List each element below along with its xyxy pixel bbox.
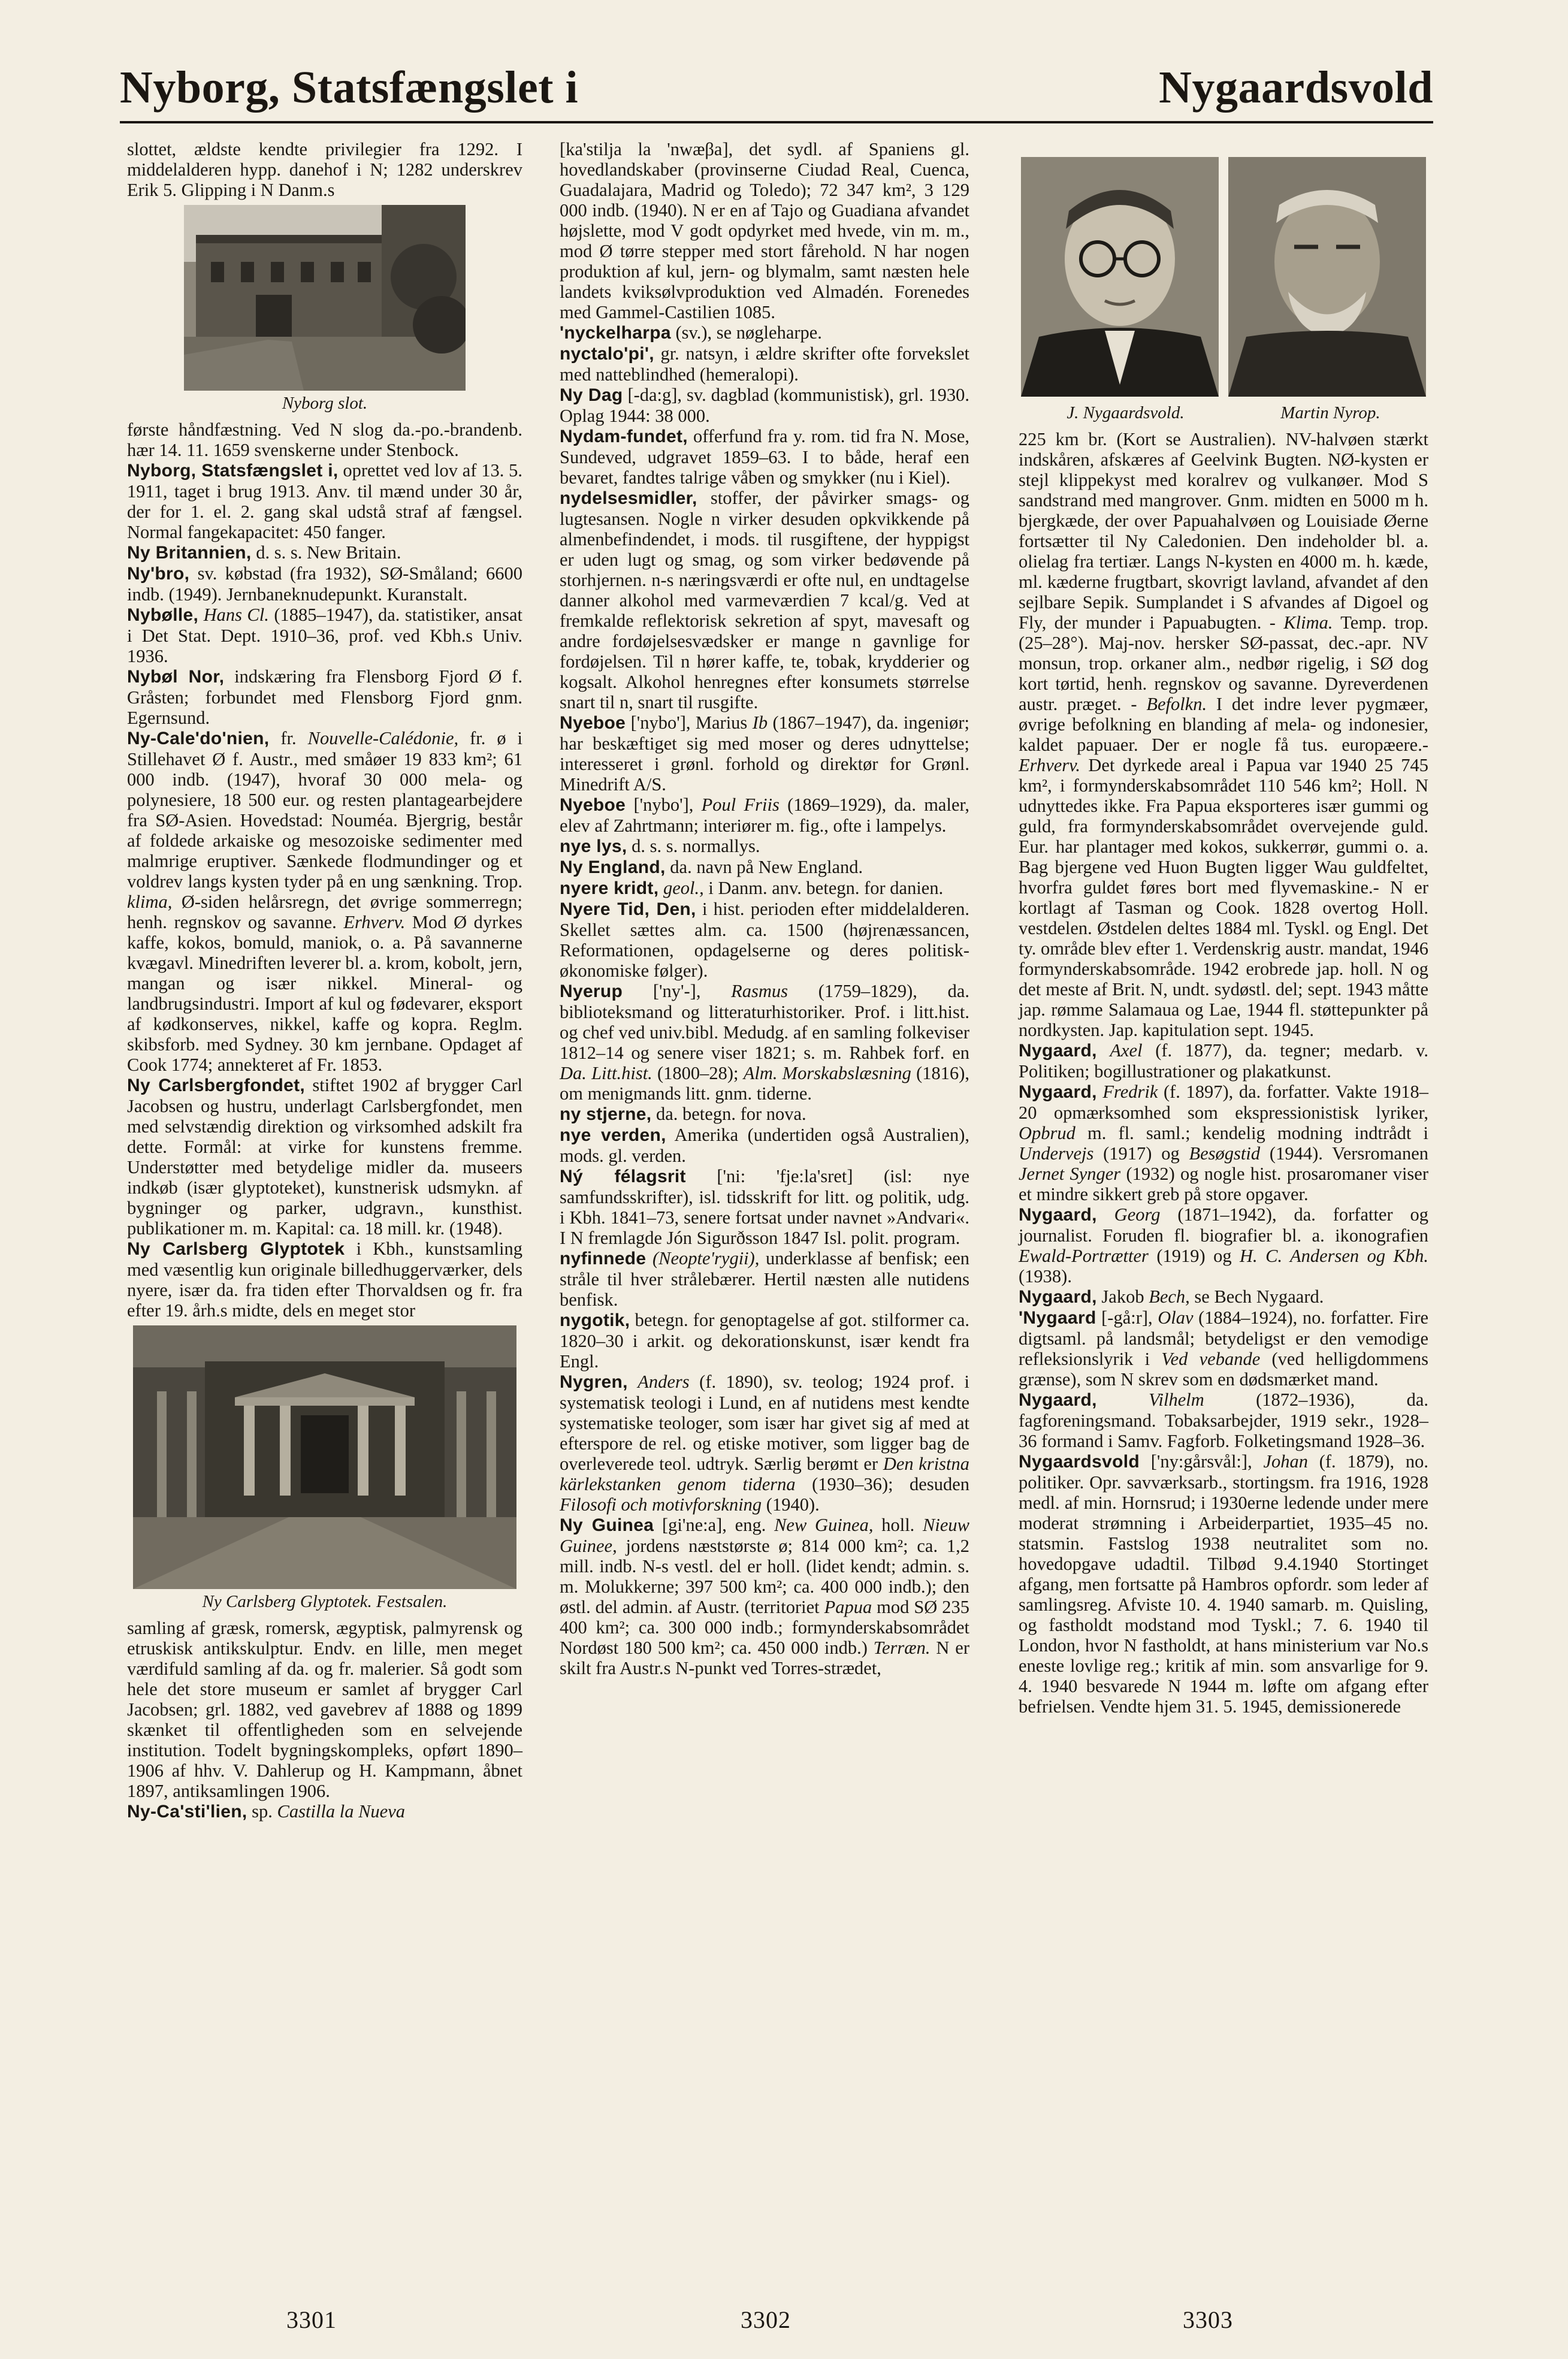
dictionary-entry: Nyeboe ['nybo'], Poul Friis (1869–1929), da. maler, elev af Zahrtmann; interiører m. fig., ofte i lampelys. xyxy=(560,795,970,836)
figure-portraits xyxy=(1019,157,1428,423)
column-2 xyxy=(560,139,969,1678)
headword: nyere kridt, xyxy=(560,878,659,898)
dictionary-entry: Ny-Ca'sti'lien, sp. Castilla la Nueva xyxy=(127,1801,405,1822)
dictionary-entry: Ny Carlsbergfondet, stiftet 1902 af brygger Carl Jacobsen og hustru, underlagt Carlsbergfondet, men med selvstændig direktion og virksomhed adskilt fra dette. Formål: at virke for kunstens fremme. Understøtter med betydelige midler da. museers indkøb (især glyptoteket), kunstnerisk udsmykn. af bygninger og parker, udgravn., kunsthist. publikationer m. m. Kapital: ca. 18 mill. kr. (1948). xyxy=(127,1075,522,1239)
headword: Nyeboe xyxy=(560,713,626,733)
figure-caption: Martin Nyrop. xyxy=(1280,403,1380,422)
dictionary-entry: Nydam-fundet, offerfund fra y. rom. tid fra N. Mose, Sundeved, udgravet 1859–63. I to både, heraf een bevaret, fandtes talrige våben og smykker (nu i Kiel). xyxy=(560,426,969,488)
dictionary-entry: Ný félagsrit ['ni: 'fje:la'sret] (isl: nye samfundsskrifter), isl. tidsskrift for litt. og politik, udg. i Kbh. 1841–73, senere fortsat under navnet »Andvari«. I N fremlagde Jón Sigurðsson 1847 Isl. polit. program. xyxy=(560,1166,969,1248)
headword: nye verden, xyxy=(560,1125,666,1145)
headword: nygotik, xyxy=(560,1310,630,1330)
headword: Ny'bro, xyxy=(127,564,190,584)
headword: Nyere Tid, Den, xyxy=(560,899,696,919)
headword: Nyerup xyxy=(560,981,623,1001)
dictionary-entry: Ny Guinea [gi'ne:a], eng. New Guinea, holl. Nieuw Guinee, jordens næststørste ø; 814 000 km²; ca. 1,2 mill. indb. N-s vestl. del er holl. (lidet kendt; admin. s. m. Molukkerne; 397 500 km²; ca. 400 000 indb.); den østl. del admin. af Austr. (territoriet Papua mod SØ 235 400 km²; ca. 300 000 indb.; formynderskabsområdet Nordøst 180 500 km²; ca. 450 000 indb.) Terræn. N er skilt fra Austr.s N-punkt ved Torres-strædet, xyxy=(560,1515,970,1678)
paragraph: slottet, ældste kendte privilegier fra 1292. I middelalderen hypp. danehof i N; 1282 underskrev Erik 5. Glipping i N Danm.s xyxy=(127,139,522,200)
paragraph: samling af græsk, romersk, ægyptisk, palmyrensk og etruskisk antikskulptur. Endv. en lille, men meget værdifuld samling af da. og fr. malerier. Så godt som hele det store museum er samlet af brygger Carl Jacobsen; grl. 1882, ved gavebrev af 1888 og 1899 skænket til offentligheden som en selvejende institution. Todelt bygningskompleks, opført 1890–1906 af hhv. V. Dahlerup og H. Kampmann, åbnet 1897, antiksamlingen 1906. xyxy=(127,1618,522,1801)
dictionary-entry: Nygaard, Axel (f. 1877), da. tegner; medarb. v. Politiken; bogillustrationer og plakatkunst. xyxy=(1019,1040,1428,1082)
headword: nydelsesmidler, xyxy=(560,488,697,508)
headword: Nygaard, xyxy=(1019,1205,1097,1225)
portrait-illustration xyxy=(1021,157,1219,397)
dictionary-entry: nygotik, betegn. for genoptagelse af got. stilformer ca. 1820–30 i arkit. og dekorationskunst, især kendt fra Engl. xyxy=(560,1310,970,1372)
paragraph: [ka'stilja la 'nwæβa], det sydl. af Spaniens gl. hovedlandskaber (provinserne Ciudad Real, Cuenca, Guadalajara, Madrid og Toledo); 72 347 km², 3 129 000 indb. (1940). N er en af Tajo og Guadiana afvandet højslette, mod V godt opdyrket med hvede, vin m. m., mod Ø tørre stepper med stort fårehold. N har nogen produktion af kul, jern- og blymalm, samt næsten hele landets kviksølvproduktion ved Almadén. Forenedes med Gammel-Castilien 1085. xyxy=(560,139,969,322)
dictionary-entry: nyere kridt, geol., i Danm. anv. betegn. for danien. xyxy=(560,878,944,898)
nyborg-castle-photo xyxy=(184,205,466,391)
dictionary-entry: Nygaard, Jakob Bech, se Bech Nygaard. xyxy=(1019,1286,1324,1307)
figure-caption: Ny Carlsberg Glyptotek. Festsalen. xyxy=(202,1592,448,1611)
figure-caption: Nyborg slot. xyxy=(282,394,368,413)
castle-illustration xyxy=(184,205,466,391)
figure-glyptotek xyxy=(127,1325,522,1612)
dictionary-entry: Nyere Tid, Den, i hist. perioden efter middelalderen. Skellet sættes alm. ca. 1500 (højrenæssancen, Reformationen, opdagelserne og deres politisk-økonomiske følger). xyxy=(560,899,969,981)
page-number-left: 3301 xyxy=(286,2306,337,2333)
headword: Ny Carlsberg Glyptotek xyxy=(127,1239,345,1259)
headword: Ny-Cale'do'nien, xyxy=(127,729,270,748)
figure-nyborg-slot xyxy=(127,205,522,413)
headword: ny stjerne, xyxy=(560,1104,652,1124)
dictionary-entry: 'nyckelharpa (sv.), se nøgleharpe. xyxy=(560,322,822,343)
dictionary-entry: Nygren, Anders (f. 1890), sv. teolog; 1924 prof. i systematisk teologi i Lund, en af nutidens mest kendte systematiske teologer, som især har givet sig af med at efterspore de rel. og etiske motiver, som ligger bag de overleverede teol. udtryk. Særlig berømt er Den kristna kärlekstanken genom tiderna (1930–36); desuden Filosofi och motivforskning (1940). xyxy=(560,1372,970,1515)
headword: Nygaardsvold xyxy=(1019,1452,1140,1472)
headword: Nybøl Nor, xyxy=(127,667,225,687)
dictionary-entry: nye lys, d. s. s. normallys. xyxy=(560,836,760,856)
dictionary-entry: nydelsesmidler, stoffer, der påvirker smags- og lugtesansen. Nogle n virker desuden opkvikkende på almenbefindendet, i mods. til rusgiftene, der hyppigst er uden lugt og smag, og som virker bedøvende på storhjernen. n-s næringsværdi er ofte nul, en undtagelse danner alkohol med varmeværdien 7 kcal/g. Ved at fremkalde reflektorisk sekretion af spyt, mavesaft og andre fordøjelsesvædsker er mange n gavnlige for fordøjelsen. Til n hører kaffe, te, tobak, krydderier og kogsalt. Alkohol henregnes efter konsumets størrelse snart til n, snart til rusgifte. xyxy=(560,488,970,712)
dictionary-entry: Ny England, da. navn på New England. xyxy=(560,857,863,877)
running-header xyxy=(120,55,1433,123)
hall-illustration xyxy=(133,1325,516,1589)
headword: nyfinnede xyxy=(560,1249,646,1268)
dictionary-entry: Nyerup ['ny'-], Rasmus (1759–1829), da. biblioteksmand og litteraturhistoriker. Prof. i litt.hist. og chef ved univ.bibl. Medudg. af en samling folkeviser 1812–14 og senere viser 1821; s. m. Rahbek forf. en Da. Litt.hist. (1800–28); Alm. Morskabslæsning (1816), om menigmands litt. gnm. tiderne. xyxy=(560,981,970,1104)
headword: Ny Carlsbergfondet, xyxy=(127,1076,306,1095)
dictionary-entry: Ny Dag [-da:g], sv. dagblad (kommunistisk), grl. 1930. Oplag 1944: 38 000. xyxy=(560,385,969,426)
dictionary-entry: Nygaard, Vilhelm (1872–1936), da. fagforeningsmand. Tobaksarbejder, 1919 sekr., 1928–36 formand i Samv. Fagforb. Folketingsmand 1928–36. xyxy=(1019,1390,1429,1451)
dictionary-entry: Nyborg, Statsfængslet i, oprettet ved lov af 13. 5. 1911, taget i brug 1913. Anv. til mænd under 30 år, der for 1. el. 2. gang skal udstå straf af fængsel. Normal fangekapacitet: 450 fanger. xyxy=(127,460,523,542)
headword: Nydam-fundet, xyxy=(560,427,688,446)
paragraph: første håndfæstning. Ved N slog da.-po.-brandenb. hær 14. 11. 1659 svenskerne under Stenbock. xyxy=(127,419,522,460)
portrait-row xyxy=(1019,157,1428,397)
headword: Ny Britannien, xyxy=(127,543,252,563)
dictionary-entry: Ny Britannien, d. s. s. New Britain. xyxy=(127,542,401,563)
headword: nyctalo'pi', xyxy=(560,344,654,364)
headword: nye lys, xyxy=(560,836,627,856)
header-left-title: Nyborg, Statsfængslet i xyxy=(120,62,579,113)
dictionary-entry: ny stjerne, da. betegn. for nova. xyxy=(560,1104,806,1124)
column-1 xyxy=(127,139,522,1822)
portrait-nygaardsvold-photo xyxy=(1021,157,1219,397)
dictionary-entry: Nygaard, Georg (1871–1942), da. forfatter og journalist. Foruden fl. biografier bl. a. ikonografien Ewald-Portrætter (1919) og H. C. Andersen og Kbh. (1938). xyxy=(1019,1204,1429,1286)
dictionary-entry: Nygaardsvold ['ny:gårsvål:], Johan (f. 1879), no. politiker. Opr. savværksarb., stortingsm. fra 1916, 1928 medl. af min. Hornsrud; i 1930erne ledende under mere moderat strømning i Arbeiderpartiet, 1935–45 no. statsmin. Fastslog 1938 neutralitet som no. hovedopgave udadtil. Tilbød 9.4.1940 Stortinget afgang, men fortsatte på Hambros opfordr. som leder af samlingsreg. Afviste 10. 4. 1940 samarb. m. Quisling, og fastholdt modstand mod Tyskl.; 7. 6. 1940 til London, hvor N fastholdt, at hans ministerium var No.s eneste lovlige reg.; kritik af min. som ansvarlige for 9. 4. 1940 besvarede N 1944 m. løfte om afgang efter befrielsen. Vendte hjem 31. 5. 1945, demissionerede xyxy=(1019,1451,1429,1717)
portrait-captions xyxy=(1019,400,1428,423)
paragraph: 225 km br. (Kort se Australien). NV-halvøen stærkt indskåren, afskæres af Geelvink Bugten. NØ-kysten er stejl klippekyst med koralrev og vulkanøer. Mod S sandstrand med mangrover. Gnm. midten en 5000 m h. bjergkæde, der over Papuahalvøen og Louisiade Øerne fortsætter til Ny Caledonien. Den indeholder bl. a. olielag fra tertiær. Langs N-kysten en 4000 m. h. kæde, ml. kæderne frugtbart, skovrigt lavland, afvandet af den sejlbare Sepik. Sumplandet i S afvandes af Digoel og Fly, der munder i Papuabugten. - Klima. Temp. trop. (25–28°). Maj-nov. hersker SØ-passat, dec.-apr. NV monsun, trop. orkaner alm., nedbør rigelig, i SØ dog kort tørtid, henh. regnskov og savanne. Dyreverdenen austr. præget. - Befolkn. I det indre lever pygmæer, øvrige befolkning en blanding af mela- og indonesier, kaldet papuaer. Der er nogle få tus. europæere.- Erhverv. Det dyrkede areal i Papua var 1940 25 745 km², i formynderskabsområdet 110 546 km²; Holl. N udnyttedes ikke. Fra Papua eksporteres især gummi og guld, fra formynderskabsområdet overvejende guld. Eur. har plantager med kokos, sukkerrør, gummi o. a. Bag bjergene ved Huon Bugten ligger Wau guldfeltet, hvorfra guldet føres bort med flyvemaskine.- N er kortlagt af Tasman og Cook. 1828 overtog Holl. vestdelen. Østdelen deltes 1884 ml. Tyskl. og Engl. Det ty. område blev efter 1. Verdenskrig austr. mandat, 1946 formynderskabsområde. 1942 erobrede jap. holl. N og det meste af Brit. N, undt. sydøstl. del; sept. 1943 måtte jap. rømme Salamaua og Lae, 1944 fl. støttepunkter på nordkysten. Jap. kapitulation sept. 1945. xyxy=(1019,429,1429,1040)
dictionary-entry: 'Nygaard [-gå:r], Olav (1884–1924), no. forfatter. Fire digtsaml. på landsmål; betydeligst er den vemodige refleksionslyrik i Ved vebande (ved helligdommens grænse), som N skrev som en dødsmærket mand. xyxy=(1019,1307,1429,1390)
glyptotek-hall-photo xyxy=(133,1325,516,1589)
headword: 'nyckelharpa xyxy=(560,323,671,343)
column-3 xyxy=(1019,139,1428,1717)
dictionary-entry: Ny Carlsberg Glyptotek i Kbh., kunstsamling med væsentlig kun originale billedhuggerværker, dels nyere, især da. fra tiden efter Thorvaldsen og fr. fra efter 19. årh.s midte, dels en meget stor xyxy=(127,1239,523,1321)
headword: Nygaard, xyxy=(1019,1041,1097,1061)
dictionary-entry: nye verden, Amerika (undertiden også Australien), mods. gl. verden. xyxy=(560,1125,969,1166)
dictionary-entry: Ny'bro, sv. købstad (fra 1932), SØ-Småland; 6600 indb. (1949). Jernbaneknudepunkt. Kuranstalt. xyxy=(127,563,522,605)
headword: Nyeboe xyxy=(560,795,626,815)
headword: Ny Guinea xyxy=(560,1515,654,1535)
headword: Nybølle, xyxy=(127,605,199,625)
dictionary-entry: Nygaard, Fredrik (f. 1897), da. forfatter. Vakte 1918–20 opmærksomhed som ekspressionistisk lyriker, Opbrud m. fl. saml.; kendelig modning indtrådt i Undervejs (1917) og Besøgstid (1944). Versromanen Jernet Synger (1932) og nogle hist. prosaromaner viser et mindre sikkert greb på store opgaver. xyxy=(1019,1082,1428,1204)
headword: Nyborg, Statsfængslet i, xyxy=(127,461,339,481)
dictionary-entry: Nybøl Nor, indskæring fra Flensborg Fjord Ø f. Gråsten; forbundet med Flensborg Fjord gnm. Egernsund. xyxy=(127,666,523,728)
headword: Nygaard, xyxy=(1019,1287,1097,1307)
headword: Ny Dag xyxy=(560,385,623,405)
page-number-middle: 3302 xyxy=(741,2306,791,2333)
headword: Ny-Ca'sti'lien, xyxy=(127,1802,247,1822)
page-number-right: 3303 xyxy=(1183,2306,1233,2333)
dictionary-entry: nyctalo'pi', gr. natsyn, i ældre skrifter ofte forvekslet med natteblindhed (hemeralopi). xyxy=(560,343,969,385)
headword: Nygren, xyxy=(560,1372,628,1392)
headword: Ný félagsrit xyxy=(560,1167,686,1186)
header-right-title: Nygaardsvold xyxy=(1159,62,1433,113)
dictionary-entry: Nybølle, Hans Cl. (1885–1947), da. statistiker, ansat i Det Stat. Dept. 1910–36, prof. ved Kbh.s Univ. 1936. xyxy=(127,605,523,666)
headword: 'Nygaard xyxy=(1019,1308,1096,1328)
dictionary-entry: nyfinnede (Neopte'rygii), underklasse af benfisk; een stråle til hver strålebærer. Hertil næsten alle nutidens benfisk. xyxy=(560,1248,970,1310)
portrait-illustration xyxy=(1228,157,1426,397)
headword: Nygaard, xyxy=(1019,1082,1097,1102)
figure-caption: J. Nygaardsvold. xyxy=(1067,403,1185,422)
dictionary-entry: Ny-Cale'do'nien, fr. Nouvelle-Calédonie, fr. ø i Stillehavet Ø f. Austr., med småøer 19 833 km²; 61 000 indb. (1947), hvoraf 30 000 mela- og polynesiere, 18 500 eur. og resten plantagearbejdere fra SØ-Asien. Hovedstad: Nouméa. Bjergrig, består af foldede arkaiske og mesozoiske sedimenter med malmrige eruptiver. Sænkede flodmundinger og et voldrev langs kysten tyder på en ung sænkning. Trop. klima, Ø-siden helårsregn, det øvrige sommerregn; henh. regnskov og savanne. Erhverv. Mod Ø dyrkes kaffe, kokos, bomuld, maniok, o. a. På savannerne kvægavl. Minedriften leverer bl. a. krom, kobolt, jern, mangan og især nikkel. Mineral- og landbrugsindustri. Import af kul og fødevarer, eksport af kødkonserves, nikkel, kaffe og kopra. Reglm. skibsforb. med Sydney. 30 km jernbane. Opdaget af Cook 1774; annekteret af Fr. 1853. xyxy=(127,728,523,1075)
portrait-nyrop-photo xyxy=(1228,157,1426,397)
dictionary-entry: Nyeboe ['nybo'], Marius Ib (1867–1947), da. ingeniør; har beskæftiget sig med moser og deres udnyttelse; interesseret i grønl. forhold og direktør for Grønl. Minedrift A/S. xyxy=(560,712,969,795)
headword: Nygaard, xyxy=(1019,1390,1097,1410)
headword: Ny England, xyxy=(560,857,666,877)
